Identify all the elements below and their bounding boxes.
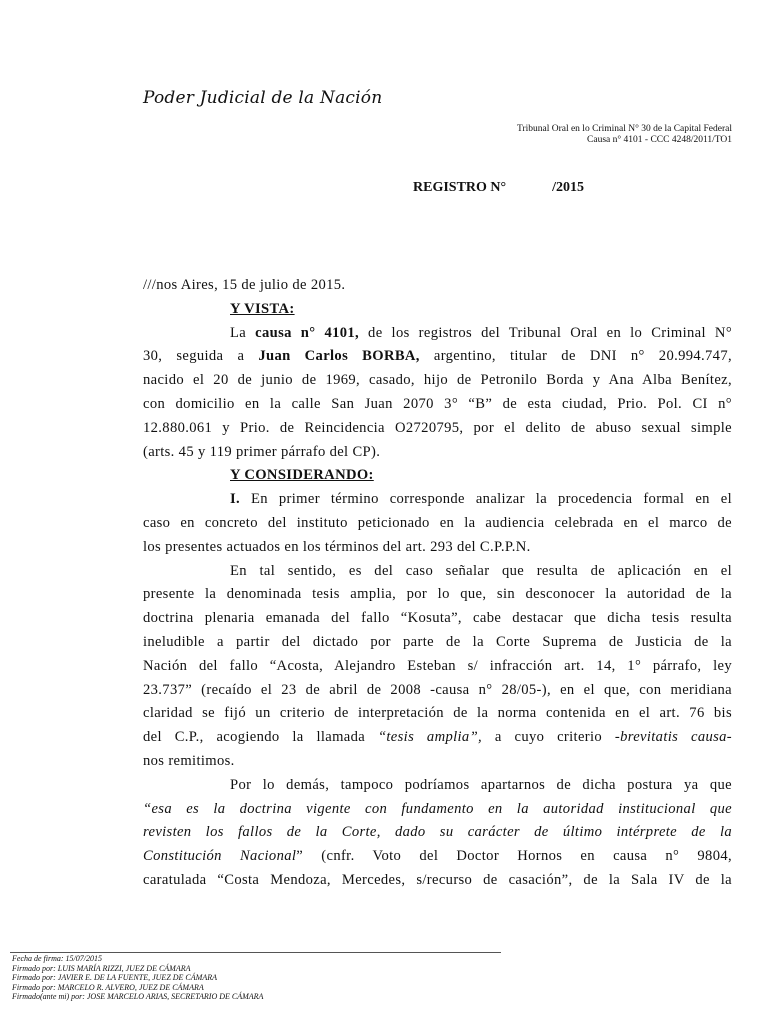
text-line: ineludible a partir del dictado por parte de la Corte Suprema de Justicia de la bbox=[143, 633, 732, 650]
heading-vista: Y VISTA: bbox=[230, 300, 295, 317]
text-line: nacido el 20 de junio de 1969, casado, hijo de Petronilo Borda y Ana Alba Benítez, bbox=[143, 372, 732, 389]
text-line: los presentes actuados en los términos del art. 293 del C.P.P.N. bbox=[143, 538, 531, 555]
text-line: claridad se fijó un criterio de interpretación de la norma contenida en el art. 76 bis bbox=[143, 705, 732, 722]
page-title: Poder Judicial de la Nación bbox=[143, 88, 383, 108]
signature-line: Firmado por: MARCELO R. ALVERO, JUEZ DE CÁMARA bbox=[12, 982, 204, 992]
court-name: Tribunal Oral en lo Criminal N° 30 de la Capital Federal bbox=[516, 124, 732, 134]
text-line: Nación del fallo “Acosta, Alejandro Esteban s/ infracción art. 14, 1° párrafo, ley bbox=[143, 657, 732, 674]
paragraph-3 bbox=[143, 774, 732, 893]
court-info bbox=[517, 124, 732, 146]
paragraph-1 bbox=[143, 488, 732, 559]
text-line: 12.880.061 y Prio. de Reincidencia O2720795, por el delito de abuso sexual simple bbox=[143, 419, 732, 436]
text-line: doctrina plenaria emanada del fallo “Kosuta”, cabe destacar que dicha tesis resulta bbox=[143, 610, 732, 627]
footer-divider bbox=[10, 952, 501, 953]
text-line: Por lo demás, tampoco podríamos apartarnos de dicha postura ya que bbox=[230, 776, 732, 793]
text-line: 30, seguida a Juan Carlos BORBA, argentino, titular de DNI n° 20.994.747, bbox=[143, 348, 732, 365]
text-line: con domicilio en la calle San Juan 2070 3° “B” de esta ciudad, Prio. Pol. CI n° bbox=[143, 395, 732, 412]
text-line: Constitución Nacional” (cnfr. Voto del Doctor Hornos en causa n° 9804, bbox=[143, 848, 732, 865]
registro-number bbox=[413, 180, 584, 196]
registro-label: REGISTRO N° bbox=[413, 180, 507, 195]
signature-line: Firmado por: LUIS MARÍA RIZZI, JUEZ DE CÁMARA bbox=[12, 963, 191, 973]
signature-line: Firmado(ante mi) por: JOSE MARCELO ARIAS, SECRETARIO DE CÁMARA bbox=[12, 992, 264, 1002]
text-line: “esa es la doctrina vigente con fundamento en la autoridad institucional que bbox=[143, 800, 732, 817]
text-line: presente la denominada tesis amplia, por lo que, sin desconocer la autoridad de la bbox=[143, 586, 732, 603]
text-line: La causa n° 4101, de los registros del Tribunal Oral en lo Criminal N° bbox=[230, 324, 732, 341]
registro-year: /2015 bbox=[552, 180, 585, 195]
text-line: caso en concreto del instituto peticionado en la audiencia celebrada en el marco de bbox=[143, 514, 732, 531]
signature-footer bbox=[12, 954, 263, 1002]
text-line: revisten los fallos de la Corte, dado su carácter de último intérprete de la bbox=[143, 824, 732, 841]
paragraph-vista bbox=[143, 322, 732, 465]
text-line: caratulada “Costa Mendoza, Mercedes, s/recurso de casación”, de la Sala IV de la bbox=[143, 871, 732, 888]
heading-considerando: Y CONSIDERANDO: bbox=[230, 467, 374, 484]
text-line: En tal sentido, es del caso señalar que resulta de aplicación en el bbox=[230, 562, 732, 579]
text-line: 23.737” (recaído el 23 de abril de 2008 -causa n° 28/05-), en el que, con meridiana bbox=[143, 681, 732, 698]
case-number: Causa n° 4101 - CCC 4248/2011/TO1 bbox=[587, 135, 732, 145]
text-line: nos remitimos. bbox=[143, 752, 235, 769]
document-body bbox=[143, 274, 732, 893]
text-line: (arts. 45 y 119 primer párrafo del CP). bbox=[143, 443, 381, 460]
text-line: I. En primer término corresponde analizar la procedencia formal en el bbox=[230, 491, 732, 508]
text-line: del C.P., acogiendo la llamada “tesis amplia”, a cuyo criterio -brevitatis causa- bbox=[143, 729, 733, 746]
signature-date: Fecha de firma: 15/07/2015 bbox=[12, 954, 102, 963]
signature-line: Firmado por: JAVIER E. DE LA FUENTE, JUEZ DE CÁMARA bbox=[12, 973, 217, 983]
date-line: ///nos Aires, 15 de julio de 2015. bbox=[143, 277, 346, 293]
paragraph-2 bbox=[143, 560, 732, 774]
